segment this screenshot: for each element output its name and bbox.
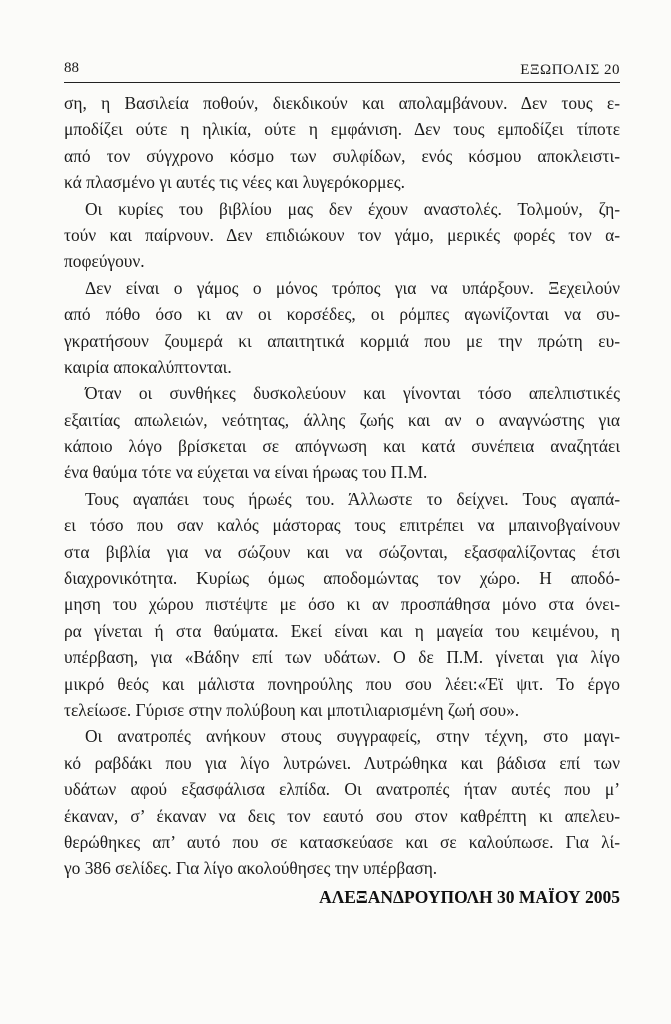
place-date-signature: ΑΛΕΞΑΝΔΡΟΥΠΟΛΗ 30 ΜΑΪΟΥ 2005 bbox=[319, 887, 620, 907]
text-line: από πόθο όσο κι αν οι κορσέδες, οι ρόμπες αγωνίζονται να συ- bbox=[64, 304, 620, 325]
text-line: κό ραβδάκι που για λίγο λυτρώνει. Λυτρώθηκα και βάδισα επί των bbox=[64, 752, 620, 773]
text-line: κά πλασμένο γι αυτές τις νέες και λυγερόκορμες. bbox=[64, 172, 406, 193]
text-line: μποδίζει ούτε η ηλικία, ούτε η εμφάνιση. Δεν τους εμποδίζει τίποτε bbox=[64, 119, 620, 140]
text-line: ποφεύγουν. bbox=[64, 251, 145, 272]
text-line: Οι ανατροπές ανήκουν στους συγγραφείς, στην τέχνη, στο μαγι- bbox=[85, 726, 620, 747]
text-line: μηση του χώρου πιστέψτε με όσο κι αν προσπάθησα μόνο στα όνει- bbox=[64, 594, 620, 615]
text-line: καιρία αποκαλύπτονται. bbox=[64, 356, 232, 377]
text-line: κάποιο λόγο βρίσκεται σε απόγνωση και κατά συνέπεια αναζητάει bbox=[64, 436, 620, 457]
text-line: ση, η Βασιλεία ποθούν, διεκδικούν και απολαμβάνουν. Δεν τους ε- bbox=[64, 93, 620, 113]
text-line: Όταν οι συνθήκες δυσκολεύουν και γίνονται τόσο απελπιστικές bbox=[85, 383, 620, 404]
text-line: Δεν είναι ο γάμος ο μόνος τρόπος για να υπάρξουν. Ξεχειλούν bbox=[85, 277, 620, 298]
text-line: τελείωσε. Γύρισε στην πολύβουη και μποτιλιαρισμένη ζωή σου». bbox=[64, 699, 520, 720]
running-title: ΕΞΩΠΟΛΙΣ 20 bbox=[520, 62, 620, 78]
text-line: υδάτων αφού εξασφάλισα ελπίδα. Οι ανατροπές ήταν αυτές που μ’ bbox=[64, 779, 620, 800]
body-text bbox=[64, 90, 620, 882]
text-line: γκρατήσουν ζουμερά κι απαιτητικά κορμιά που με την πρώτη ευ- bbox=[64, 330, 620, 351]
text-line: υπέρβαση, για «Βάδην επί των υδάτων. Ο δε Π.Μ. γίνεται για λίγο bbox=[64, 647, 620, 668]
text-line: εξαιτίας απωλειών, νεότητας, άλλης ζωής και αν ο αναγνώστης για bbox=[64, 409, 620, 430]
text-line: από τον σύγχρονο κόσμο των συλφίδων, ενός κόσμου αποκλειστι- bbox=[64, 145, 620, 166]
text-line: Οι κυρίες του βιβλίου μας δεν έχουν αναστολές. Τολμούν, ζη- bbox=[85, 198, 620, 219]
text-line: έκαναν, σ’ έκαναν να δεις τον εαυτό σου στον καθρέπτη κι απελευ- bbox=[64, 805, 620, 826]
page-header bbox=[64, 60, 620, 82]
text-line: στα βιβλία για να σώζουν και να σώζονται, εξασφαλίζοντας έτσι bbox=[64, 541, 620, 562]
text-line: διαχρονικότητα. Κυρίως όμως αποδομώντας τον χώρο. Η αποδό- bbox=[64, 568, 620, 589]
text-line: θερώθηκες απ’ αυτό που σε κατασκεύασε και σε καλούπωσε. Για λί- bbox=[64, 831, 620, 852]
text-line: ένα θαύμα τότε να εύχεται να είναι ήρωας του Π.Μ. bbox=[64, 462, 428, 483]
text-line: γο 386 σελίδες. Για λίγο ακολούθησες την υπέρβαση. bbox=[64, 858, 438, 879]
text-line: τούν και παίρνουν. Δεν επιδιώκουν τον γάμο, μερικές φορές τον α- bbox=[64, 224, 620, 245]
text-line: ει τόσο που σαν καλός μάστορας τους επιτρέπει να μπαινοβγαίνουν bbox=[64, 515, 620, 536]
page-number: 88 bbox=[64, 60, 79, 76]
text-line: ρα γίνεται ή στα θαύματα. Εκεί είναι και η μαγεία του κειμένου, η bbox=[64, 620, 620, 641]
text-line: μικρό θεός και μάλιστα πονηρούλης που σου λέει:«Έϊ ψιτ. Το έργο bbox=[64, 673, 620, 694]
header-rule bbox=[64, 82, 620, 83]
text-line: Τους αγαπάει τους ήρωές του. Άλλωστε το δείχνει. Τους αγαπά- bbox=[85, 488, 620, 509]
